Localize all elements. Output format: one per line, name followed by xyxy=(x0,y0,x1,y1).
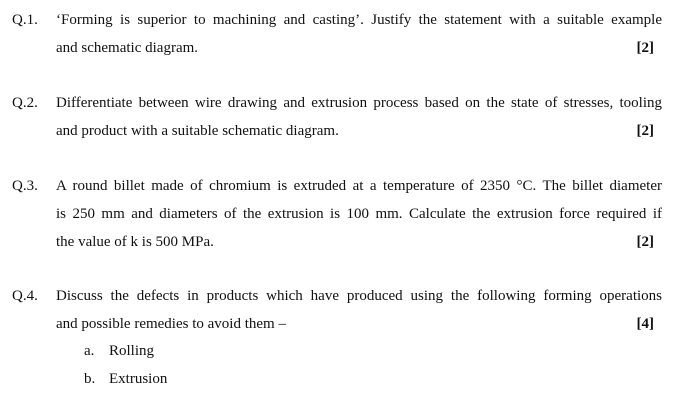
question-line: the value of k is 500 MPa. xyxy=(56,234,214,250)
question-line: and possible remedies to avoid them – xyxy=(56,316,286,332)
question-line-last xyxy=(56,34,662,62)
question-line: A round billet made of chromium is extruded at a temperature of 2350 °C. The billet diameter xyxy=(56,178,662,194)
question-line: is 250 mm and diameters of the extrusion is 100 mm. Calculate the extrusion force required if xyxy=(56,206,662,222)
question-number: Q.1. xyxy=(12,12,38,28)
question-number: Q.4. xyxy=(12,288,38,304)
question-line-last xyxy=(56,310,662,338)
question-line: and schematic diagram. xyxy=(56,40,199,56)
sub-item-a xyxy=(84,337,154,365)
question-number: Q.3. xyxy=(12,178,38,194)
sub-item-text: Rolling xyxy=(109,343,155,359)
question-line-last xyxy=(56,117,662,145)
marks-label: [2] xyxy=(636,40,654,56)
sub-item-text: Extrusion xyxy=(109,371,168,387)
question-line-last xyxy=(56,228,662,256)
question-text xyxy=(56,282,662,338)
question-line: Discuss the defects in products which have produced using the following forming operations xyxy=(56,288,662,304)
question-line: ‘Forming is superior to machining and casting’. Justify the statement with a suitable example xyxy=(56,12,662,28)
marks-label: [2] xyxy=(636,123,654,139)
sub-item-b xyxy=(84,365,167,393)
marks-label: [4] xyxy=(636,316,654,332)
marks-label: [2] xyxy=(636,234,654,250)
question-number: Q.2. xyxy=(12,95,38,111)
question-text xyxy=(56,6,662,62)
question-line: Differentiate between wire drawing and extrusion process based on the state of stresses, tooling xyxy=(56,95,662,111)
question-text xyxy=(56,172,662,256)
sub-item-letter: a. xyxy=(84,343,95,359)
question-line: and product with a suitable schematic diagram. xyxy=(56,123,339,139)
question-text xyxy=(56,89,662,145)
sub-item-letter: b. xyxy=(84,371,96,387)
